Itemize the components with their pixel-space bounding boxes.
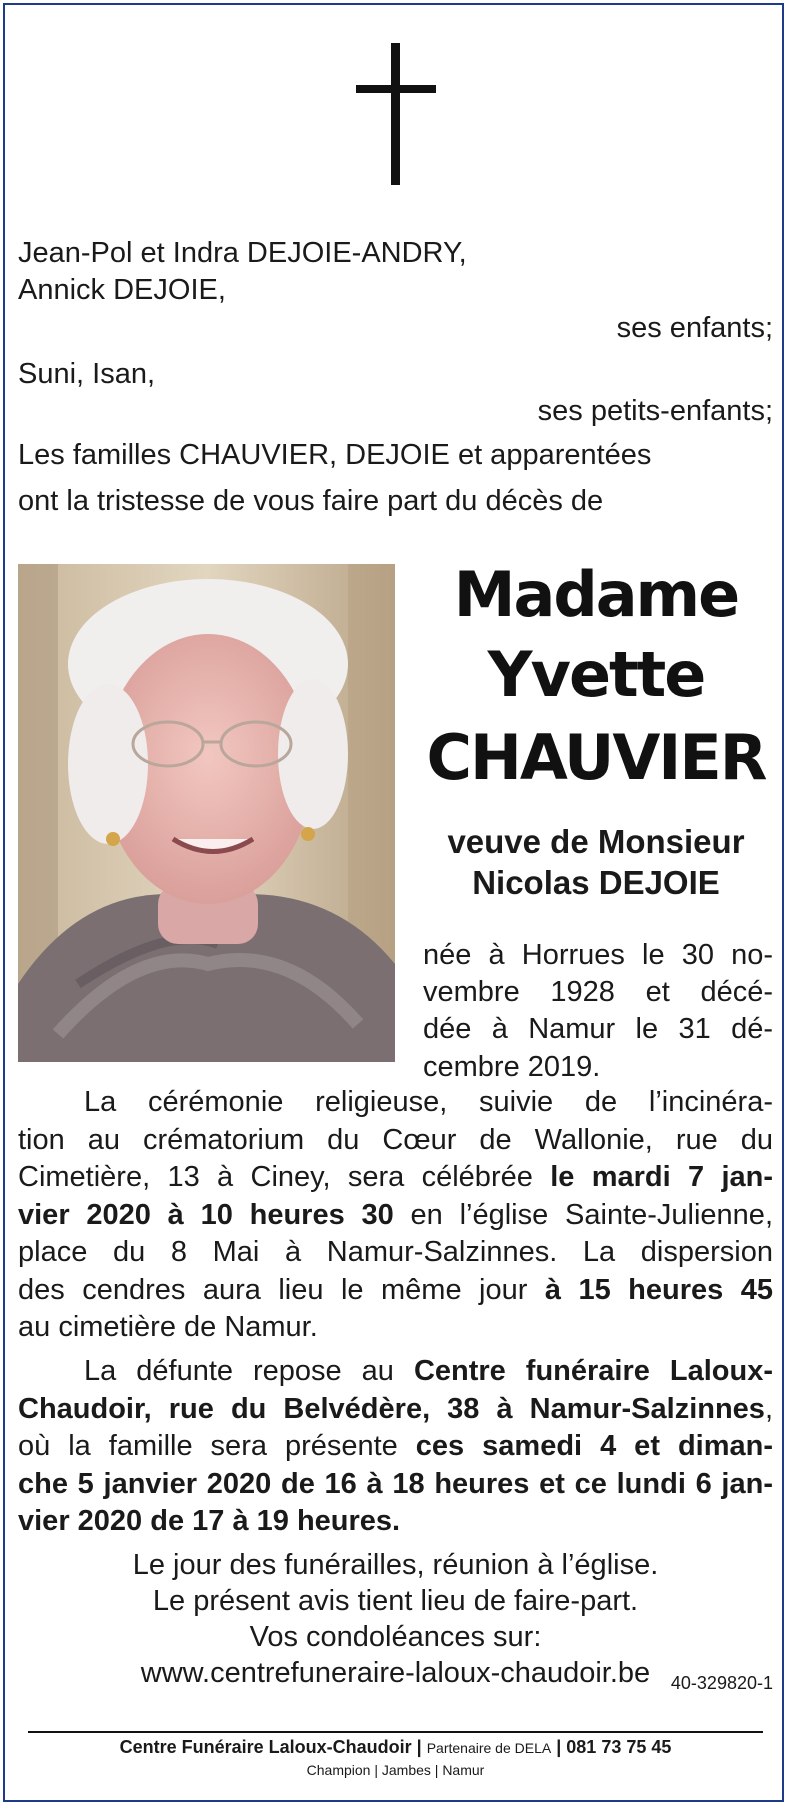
family-line-1: Jean-Pol et Indra DEJOIE-ANDRY, xyxy=(18,237,467,269)
birth-line-4: cembre 2019. xyxy=(423,1051,601,1083)
footer-main: Centre Funéraire Laloux-Chaudoir | Partenaire de DELA | 081 73 75 45 xyxy=(119,1737,672,1757)
closing-line-3: Vos condoléances sur: xyxy=(249,1621,542,1653)
children-label: ses enfants; xyxy=(616,312,773,344)
repose-paragraph xyxy=(18,1353,773,1541)
portrait-photo xyxy=(18,564,395,1062)
company-name: Centre Funéraire Laloux-Chaudoir xyxy=(119,1737,412,1757)
ceremony-line-7: au cimetière de Namur. xyxy=(18,1311,318,1343)
widow-line-2: Nicolas DEJOIE xyxy=(472,864,720,901)
ceremony-line-1: La cérémonie religieuse, suivie de l’incinéra- xyxy=(84,1086,773,1118)
family-line-3: Suni, Isan, xyxy=(18,358,156,390)
cross-icon xyxy=(356,43,436,185)
partner-label: Partenaire de DELA xyxy=(426,1740,552,1756)
ceremony-line-6: des cendres aura lieu le même jour à 15 heures 45 xyxy=(18,1273,773,1306)
phone-number: 081 73 75 45 xyxy=(566,1737,672,1757)
footer-locations: Champion | Jambes | Namur xyxy=(306,1762,485,1778)
grandchildren-label: ses petits-enfants; xyxy=(537,395,773,427)
birth-line-3: dée à Namur le 31 dé- xyxy=(423,1013,773,1045)
ceremony-paragraph xyxy=(18,1084,773,1347)
deceased-title: Madame xyxy=(453,558,739,631)
ceremony-line-2: tion au crématorium du Cœur de Wallonie, rue du xyxy=(18,1123,773,1156)
widow-line-1: veuve de Monsieur xyxy=(447,823,745,860)
repose-line-2: Chaudoir, rue du Belvédère, 38 à Namur-Salzinnes, xyxy=(18,1392,773,1425)
repose-line-5: vier 2020 de 17 à 19 heures. xyxy=(18,1505,401,1537)
reference-number: 40-329820-1 xyxy=(670,1673,773,1693)
family-line-5: ont la tristesse de vous faire part du décès de xyxy=(18,485,604,517)
repose-line-1: La défunte repose au Centre funéraire Laloux- xyxy=(84,1355,774,1387)
repose-line-3: où la famille sera présente ces samedi 4 et diman- xyxy=(18,1430,774,1462)
family-line-2: Annick DEJOIE, xyxy=(18,274,226,306)
condolences-link[interactable]: www.centrefuneraire-laloux-chaudoir.be xyxy=(140,1657,651,1689)
closing-line-1: Le jour des funérailles, réunion à l’église. xyxy=(132,1549,659,1581)
birth-line-1: née à Horrues le 30 no- xyxy=(423,939,773,971)
ceremony-line-5: place du 8 Mai à Namur-Salzinnes. La dispersion xyxy=(18,1236,773,1268)
repose-line-4: che 5 janvier 2020 de 16 à 18 heures et ce lundi 6 jan- xyxy=(18,1467,773,1500)
ceremony-line-4: vier 2020 à 10 heures 30 en l’église Sainte-Julienne, xyxy=(18,1198,773,1231)
deceased-first-name: Yvette xyxy=(487,638,705,711)
footer-rule xyxy=(28,1731,763,1733)
ceremony-line-3: Cimetière, 13 à Ciney, sera célébrée le mardi 7 jan- xyxy=(18,1161,774,1193)
deceased-last-name: CHAUVIER xyxy=(426,721,766,794)
closing-line-2: Le présent avis tient lieu de faire-part. xyxy=(152,1585,639,1617)
birth-line-2: vembre 1928 et décé- xyxy=(423,976,773,1008)
family-line-4: Les familles CHAUVIER, DEJOIE et apparentées xyxy=(18,439,652,471)
